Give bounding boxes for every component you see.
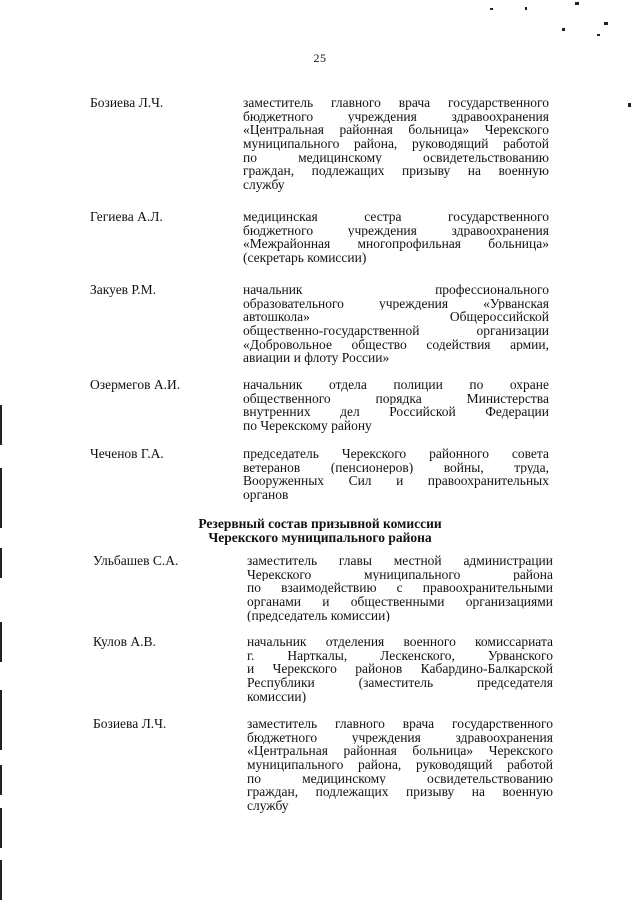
role-line: муниципального района, руководящий работой [247, 758, 553, 772]
role-line: Черекского муниципального района [247, 567, 553, 582]
role-line: службу [247, 799, 289, 813]
role-line: муниципального района, руководящий работой [243, 137, 549, 151]
role-line: образовательного учреждения «Урванская [243, 296, 549, 311]
binding-mark [0, 548, 2, 578]
role-line: по медицинскому освидетельствованию [247, 771, 553, 786]
member-name: Бозиева Л.Ч. [90, 95, 164, 110]
member-role [247, 635, 553, 703]
role-line: бюджетного учреждения здравоохранения [247, 730, 553, 745]
member-name: Ульбашев С.А. [93, 553, 179, 568]
role-line: бюджетного учреждения здравоохранения [243, 223, 549, 238]
role-line: и Черекского районов Кабардино-Балкарской [247, 662, 553, 677]
scan-speck [628, 103, 631, 107]
member-name: Закуев Р.М. [90, 282, 157, 297]
role-line: председатель Черекского районного совета [243, 447, 549, 461]
scan-speck [597, 34, 600, 36]
role-line: по медицинскому освидетельствованию [243, 150, 549, 165]
role-line: граждан, подлежащих призыву на военную [247, 785, 553, 800]
scan-speck [562, 28, 565, 31]
role-line: комиссии) [247, 689, 307, 704]
binding-mark [0, 622, 2, 662]
member-name: Бозиева Л.Ч. [93, 716, 167, 731]
binding-mark [0, 405, 2, 445]
role-line: заместитель главного врача государственного [243, 96, 549, 110]
role-line: начальник профессионального [243, 283, 549, 297]
member-role [243, 283, 549, 365]
binding-mark [0, 468, 2, 528]
role-line: органами и общественными организациями [247, 595, 553, 609]
reserve-section-title [0, 517, 640, 545]
role-line: службу [243, 178, 285, 192]
role-line: (секретарь комиссии) [243, 251, 367, 265]
member-name: Озермегов А.И. [90, 377, 181, 392]
member-role [247, 554, 553, 622]
member-role [243, 210, 549, 265]
page-number: 25 [313, 51, 327, 65]
member-name: Гегиева А.Л. [90, 209, 163, 224]
binding-mark [0, 765, 2, 795]
role-line: ветеранов (пенсионеров) войны, труда, [243, 460, 549, 475]
role-line: заместитель главного врача государственного [247, 717, 553, 731]
role-line: заместитель главы местной администрации [247, 554, 553, 568]
reserve-title-line-1: Резервный состав призывной комиссии [198, 516, 442, 531]
member-role [243, 96, 549, 192]
role-line: медицинская сестра государственного [243, 210, 549, 224]
role-line: общественно-государственной организации [243, 324, 549, 338]
binding-mark [0, 690, 2, 750]
role-line: г. Нарткалы, Лескенского, Урванского [247, 648, 553, 663]
role-line: авиации и флоту России» [243, 351, 390, 366]
member-role [243, 447, 549, 502]
role-line: Вооруженных Сил и правоохранительных [243, 474, 549, 489]
role-line: автошкола» Общероссийской [243, 310, 549, 325]
role-line: по Черекскому району [243, 419, 372, 433]
scan-speck [525, 7, 527, 10]
binding-mark [0, 808, 2, 848]
role-line: «Центральная районная больница» Черекского [243, 123, 549, 138]
role-line: Республики (заместитель председателя [247, 676, 553, 690]
role-line: органов [243, 488, 289, 502]
role-line: «Добровольное общество содействия армии, [243, 337, 549, 352]
reserve-title-line-2: Черекского муниципального района [208, 530, 432, 545]
binding-mark [0, 860, 2, 900]
role-line: бюджетного учреждения здравоохранения [243, 109, 549, 124]
role-line: «Центральная районная больница» Черекского [247, 744, 553, 759]
member-role [247, 717, 553, 813]
role-line: начальник отдела полиции по охране [243, 378, 549, 392]
scan-speck [575, 2, 579, 5]
role-line: начальник отделения военного комиссариата [247, 635, 553, 649]
member-role [243, 378, 549, 433]
scan-speck [490, 8, 493, 10]
role-line: по взаимодействию с правоохранительными [247, 581, 553, 596]
member-name: Кулов А.В. [93, 634, 156, 649]
member-name: Чеченов Г.А. [90, 446, 164, 461]
role-line: «Межрайонная многопрофильная больница» [243, 237, 549, 252]
role-line: (председатель комиссии) [247, 608, 390, 623]
role-line: граждан, подлежащих призыву на военную [243, 164, 549, 179]
role-line: внутренних дел Российской Федерации [243, 405, 549, 420]
scan-speck [604, 22, 608, 25]
role-line: общественного порядка Министерства [243, 391, 549, 406]
